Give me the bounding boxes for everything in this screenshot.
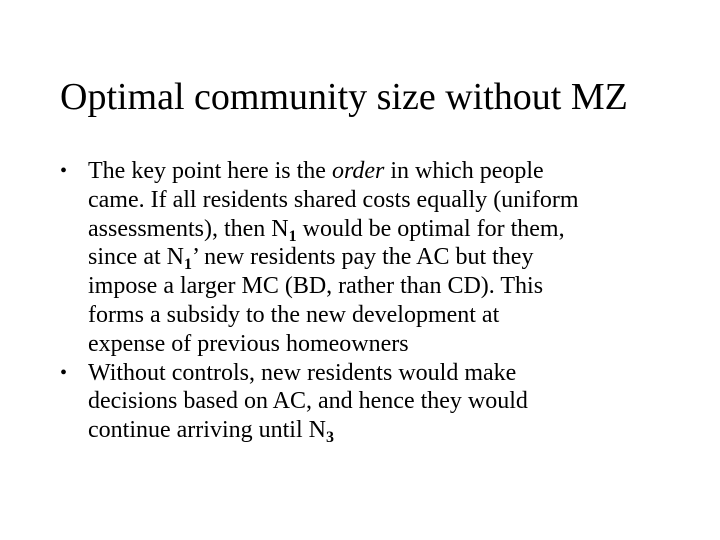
emphasis-text: order	[331, 158, 385, 184]
text-span: forms a subsidy to the new development at	[88, 301, 500, 328]
bullet-line	[88, 416, 680, 445]
bullet-line	[88, 215, 680, 244]
text-span: assessments), then N	[88, 215, 289, 242]
bullet-marker-icon: •	[60, 160, 68, 182]
text-span: since at N	[88, 244, 184, 271]
text-span: impose a larger MC (BD, rather than CD). This	[88, 273, 544, 300]
bullet-list	[60, 157, 680, 445]
slide-title: Optimal community size without MZ	[60, 76, 628, 118]
bullet-marker-icon: •	[60, 361, 68, 384]
text-span: ’ new residents pay the AC but they	[191, 244, 534, 271]
bullet-line	[88, 243, 680, 272]
bullet-line	[88, 301, 680, 330]
bullet-line	[88, 359, 680, 388]
text-span: came. If all residents shared costs equally (uniform	[88, 186, 579, 213]
bullet-item	[60, 157, 680, 359]
text-span: in which people	[384, 158, 544, 184]
subscript: 1	[183, 256, 192, 274]
bullet-line	[88, 157, 680, 186]
text-span: continue arriving until N	[88, 417, 326, 444]
text-span: Without controls, new residents would make	[88, 359, 517, 386]
text-span: The key point here is the	[88, 158, 332, 184]
text-span: expense of previous homeowners	[88, 330, 409, 357]
text-span: would be optimal for them,	[296, 215, 565, 242]
bullet-line	[88, 387, 680, 416]
text-span: decisions based on AC, and hence they would	[88, 388, 528, 415]
bullet-line	[88, 186, 680, 215]
subscript: 3	[325, 429, 334, 447]
bullet-item	[60, 359, 680, 445]
bullet-line	[88, 330, 680, 359]
subscript: 1	[288, 227, 297, 245]
bullet-line	[88, 272, 680, 301]
